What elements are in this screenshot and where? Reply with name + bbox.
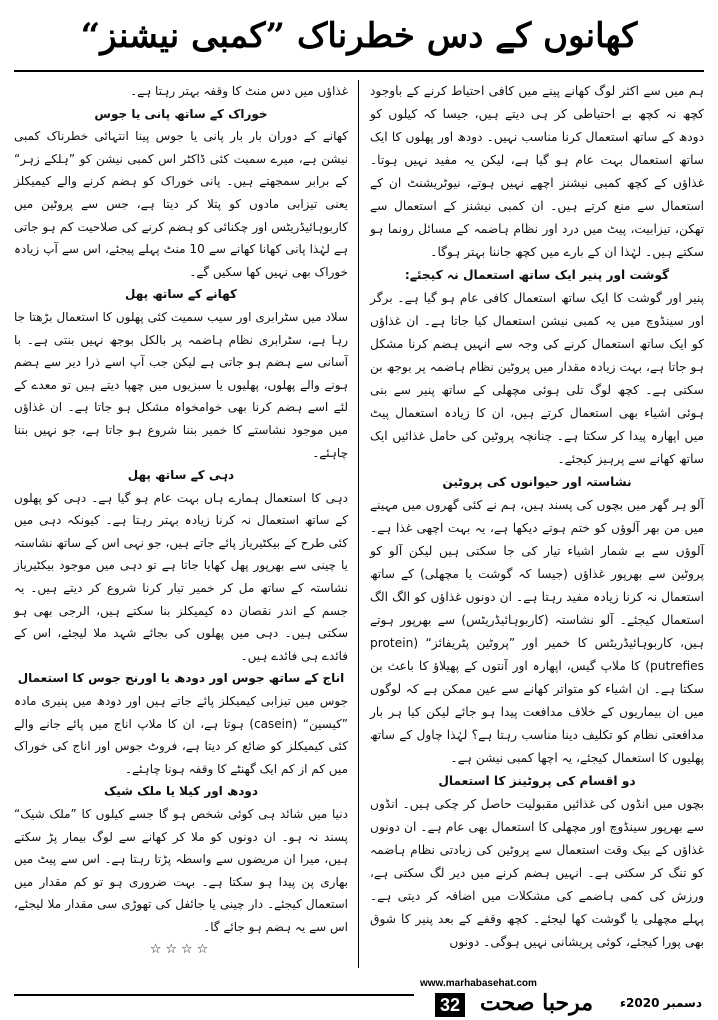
page-number: 32	[435, 993, 465, 1017]
left-column-paragraph: کھانے کے دوران بار بار پانی یا جوس پینا انتہائی خطرناک کمبی نیشن ہے، میرے سمیت کئی ڈاکٹر اس کمبی نیشن کو ”ہلکے زہر“ کے برابر سمجھتے ہیں۔ پانی خوراک کو ہضم کرنے والے کیمیکلز یعنی تیزابی مادوں کو پتلا کر دیتا ہے، جس سے پروٹین میں کاربوہائیڈریٹس اور چکنائی کو ہضم کرنے کی صلاحیت کم ہو جاتی ہے لہٰذا پانی کھانا کھانے سے 10 منٹ پہلے پیجئے، اس سے آپ زیادہ خوراک بھی نہیں کھا سکیں گے۔	[14, 129, 348, 279]
left-column-paragraph: سلاد میں سٹرابری اور سیب سمیت کئی پھلوں کا استعمال بڑھتا جا رہا ہے، سٹرابری نظام ہاضمہ پر بالکل بوجھ نہیں بنتی ہے۔ با آسانی سے ہضم ہو جاتی ہے لیکن جب آپ اسے ذرا دیر سے ہضم ہونے والے پھلوں، پھلیوں یا سبزیوں میں چھپا دیتے ہیں تو معدے کے لئے اسے ہضم کرنا بھی خوامخواہ مشکل ہو جاتا ہے۔ ان غذاؤں میں موجود نشاستے کا خمیر بننا شروع ہو جاتا ہے، جو نہیں بننا چاہئے۔	[14, 309, 348, 460]
left-column-heading: خوراک کے ساتھ پانی یا جوس	[94, 106, 268, 121]
title-divider	[14, 70, 704, 72]
footer-rule	[14, 994, 414, 996]
right-column-paragraph: آلو ہر گھر میں بچوں کی پسند ہیں، ہم نے کئی گھروں میں مہینے میں من بھر آلوؤں کو ختم ہوتے دیکھا ہے، یہ بہت اچھی غذا ہے۔ آلوؤں سے بے شمار اشیاء تیار کی جا سکتی ہیں لیکن آلو کو پروٹین سے بھرپور غذاؤں (جیسا کہ گوشت یا مچھلی) کے ساتھ استعمال نہ کرنا زیادہ مفید رہتا ہے۔ ان دونوں غذاؤں کو الگ الگ استعمال کیجئے۔ آلو نشاستہ (کاربوہائیڈریٹس) سے بھرپور ہوتے ہیں، کاربوہائیڈریٹس کا خمیر اور ”پروٹین پٹریفائز“ (protein putrefies) کا ملاپ گیس، اپھارہ اور آنتوں کے پھیلاؤ کا باعث بن سکتا ہے۔ ان اشیاء کو متواتر کھانے سے عین ممکن ہے کہ لوگوں میں ان بیماریوں کے خلاف مدافعت پیدا ہو جائے لیکن کیا ہر بار مدافعتی نظام کو تکلیف دینا مناسب رہتا ہے؟ لہٰذا چاول کے ساتھ پھلیوں کا استعمال کیجئے، یہ اچھا کمبی نیشن ہے۔	[370, 498, 704, 765]
left-column-paragraph: جوس میں تیزابی کیمیکلز پائے جاتے ہیں اور دودھ میں پنیری مادہ ”کیسین“ (casein) ہوتا ہے، ان کا ملاپ اناج میں پائے جانے والے کئی کیمیکلز کو ضائع کر دیتا ہے، فروٹ جوس اور اناج کی خوراک میں کم از کم ایک گھنٹے کا وقفہ ہونا چاہئے۔	[14, 694, 348, 776]
magazine-name: مرحبا صحت	[480, 990, 594, 1016]
column-divider	[358, 80, 359, 968]
left-column-heading: دودھ اور کیلا یا ملک شیک	[104, 784, 258, 799]
right-column-paragraph: بچوں میں انڈوں کی غذائیں مقبولیت حاصل کر چکی ہیں۔ انڈوں سے بھرپور سینڈوچ اور مچھلی کا استعمال بھی عام ہے۔ ان دونوں غذاؤں کے بیک وقت استعمال سے پروٹین کی زیادتی نظام ہاضمہ کو تنگ کر سکتی ہے۔ انہیں ہضم کرنے میں دیر لگ سکتی ہے، ورزش کی کمی ہاضمے کی مشکلات میں اضافہ کر دیتی ہے۔ پہلے مچھلی یا گوشت کھا لیجئے۔ کچھ وقفے کے بعد پنیر کا شوق بھی پورا کیجئے، کوئی پریشانی نہیں ہوگی۔ دونوں	[370, 797, 704, 949]
left-column-heading: اناج کے ساتھ جوس اور دودھ یا اورنج جوس کا استعمال	[17, 671, 345, 686]
left-column	[14, 80, 348, 961]
website-url: www.marhabasehat.com	[420, 978, 537, 989]
left-column-paragraph: غذاؤں میں دس منٹ کا وقفہ بہتر رہتا ہے۔	[130, 84, 348, 98]
left-column-heading: کھانے کے ساتھ پھل	[125, 287, 237, 302]
right-column-heading: گوشت اور پنیر ایک ساتھ استعمال نہ کیجئے:	[404, 268, 670, 282]
article-title: کھانوں کے دس خطرناک ”کمبی نیشنز“	[80, 16, 638, 56]
right-column-paragraph: ہم میں سے اکثر لوگ کھانے پینے میں کافی احتیاط کرنے کے باوجود کچھ نہ کچھ بے احتیاطی کر ہی دیتے ہیں، جیسا کہ کیلوں کو دودھ کے ساتھ استعمال کرنا مناسب نہیں۔ دودھ اور پھلوں کا ایک ساتھ استعمال بہت عام ہو گیا ہے، لیکن یہ مفید نہیں ہوتا۔ غذاؤں کے کچھ کمبی نیشنز اچھے نہیں ہوتے، نیوٹریشنٹ ان کے استعمال سے منع کرتے ہیں۔ ان کمبی نیشنز کے استعمال سے تھکن، تیزابیت، پیٹ میں درد اور نظام ہاضمہ کے مسائل رونما ہو سکتے ہیں۔ لہٰذا ان کے بارے میں کچھ جاننا بہتر ہوگا۔	[370, 84, 704, 259]
right-column	[370, 80, 704, 954]
left-column-paragraph: دنیا میں شائد ہی کوئی شخص ہو گا جسے کیلوں کا ”ملک شیک“ پسند نہ ہو۔ ان دونوں کو ملا کر کھانے سے لوگ بیمار پڑ سکتے ہیں، میرا ان مریضوں سے واسطہ پڑتا رہتا ہے۔ اس سے پیٹ میں بھاری پن پیدا ہو سکتا ہے۔ بہت ضروری ہو تو کم مقدار میں استعمال کیجئے۔ دار چینی یا جائفل کی تھوڑی سی مقدار ملا لیجئے، اس سے یہ ہضم ہو جائے گا۔	[14, 807, 348, 934]
right-column-paragraph: پنیر اور گوشت کا ایک ساتھ استعمال کافی عام ہو گیا ہے۔ برگر اور سینڈوچ میں یہ کمبی نیشن استعمال کیا جاتا ہے۔ ان غذاؤں کو ایک ساتھ استعمال کرنے کی وجہ سے انہیں ہضم کرنا مشکل ہو جاتا ہے، بہت زیادہ مقدار میں پروٹین نظام ہاضمہ پر بوجھ بن سکتی ہے۔ کچھ لوگ تلی ہوئی مچھلی کے ساتھ پنیر سے بنی ہوئی اشیاء بھی استعمال کرتے ہیں، ان کا زیادہ استعمال پیٹ میں اپھارہ پیدا کر سکتا ہے۔ چنانچہ پروٹین کی حامل غذائیں ایک ساتھ کھانے سے پرہیز کیجئے۔	[370, 291, 704, 466]
left-column-end-stars: ☆☆☆☆	[149, 941, 213, 957]
right-column-heading: دو اقسام کی پروٹینز کا استعمال	[438, 774, 636, 788]
left-column-paragraph: دہی کا استعمال ہمارے ہاں بہت عام ہو گیا ہے۔ دہی کو پھلوں کے ساتھ استعمال نہ کرنا زیادہ بہتر رہتا ہے۔ کیونکہ دہی میں کئی طرح کے بیکٹیریاز پائے جاتے ہیں، جو نہی اس کے ساتھ نشاستہ یا چینی سے بھرپور پھل کھایا جاتا ہے تو دہی میں موجود بیکٹیریاز نشاستہ کے ساتھ مل کر خمیر تیار کرنا شروع کر دیتے ہیں۔ یہ جسم کے اندر نقصان دہ کیمیکلز بنا سکتے ہیں، الرجی بھی ہو سکتی ہیں۔ دہی میں پھلوں کی بجائے شہد ملا لیجئے، اس کے فائدے ہی فائدے ہیں۔	[14, 490, 348, 663]
left-column-heading: دہی کے ساتھ پھل	[127, 468, 235, 483]
issue-date: دسمبر 2020ء	[619, 996, 702, 1010]
right-column-heading: نشاستہ اور حیوانوں کی پروٹین	[442, 475, 632, 489]
